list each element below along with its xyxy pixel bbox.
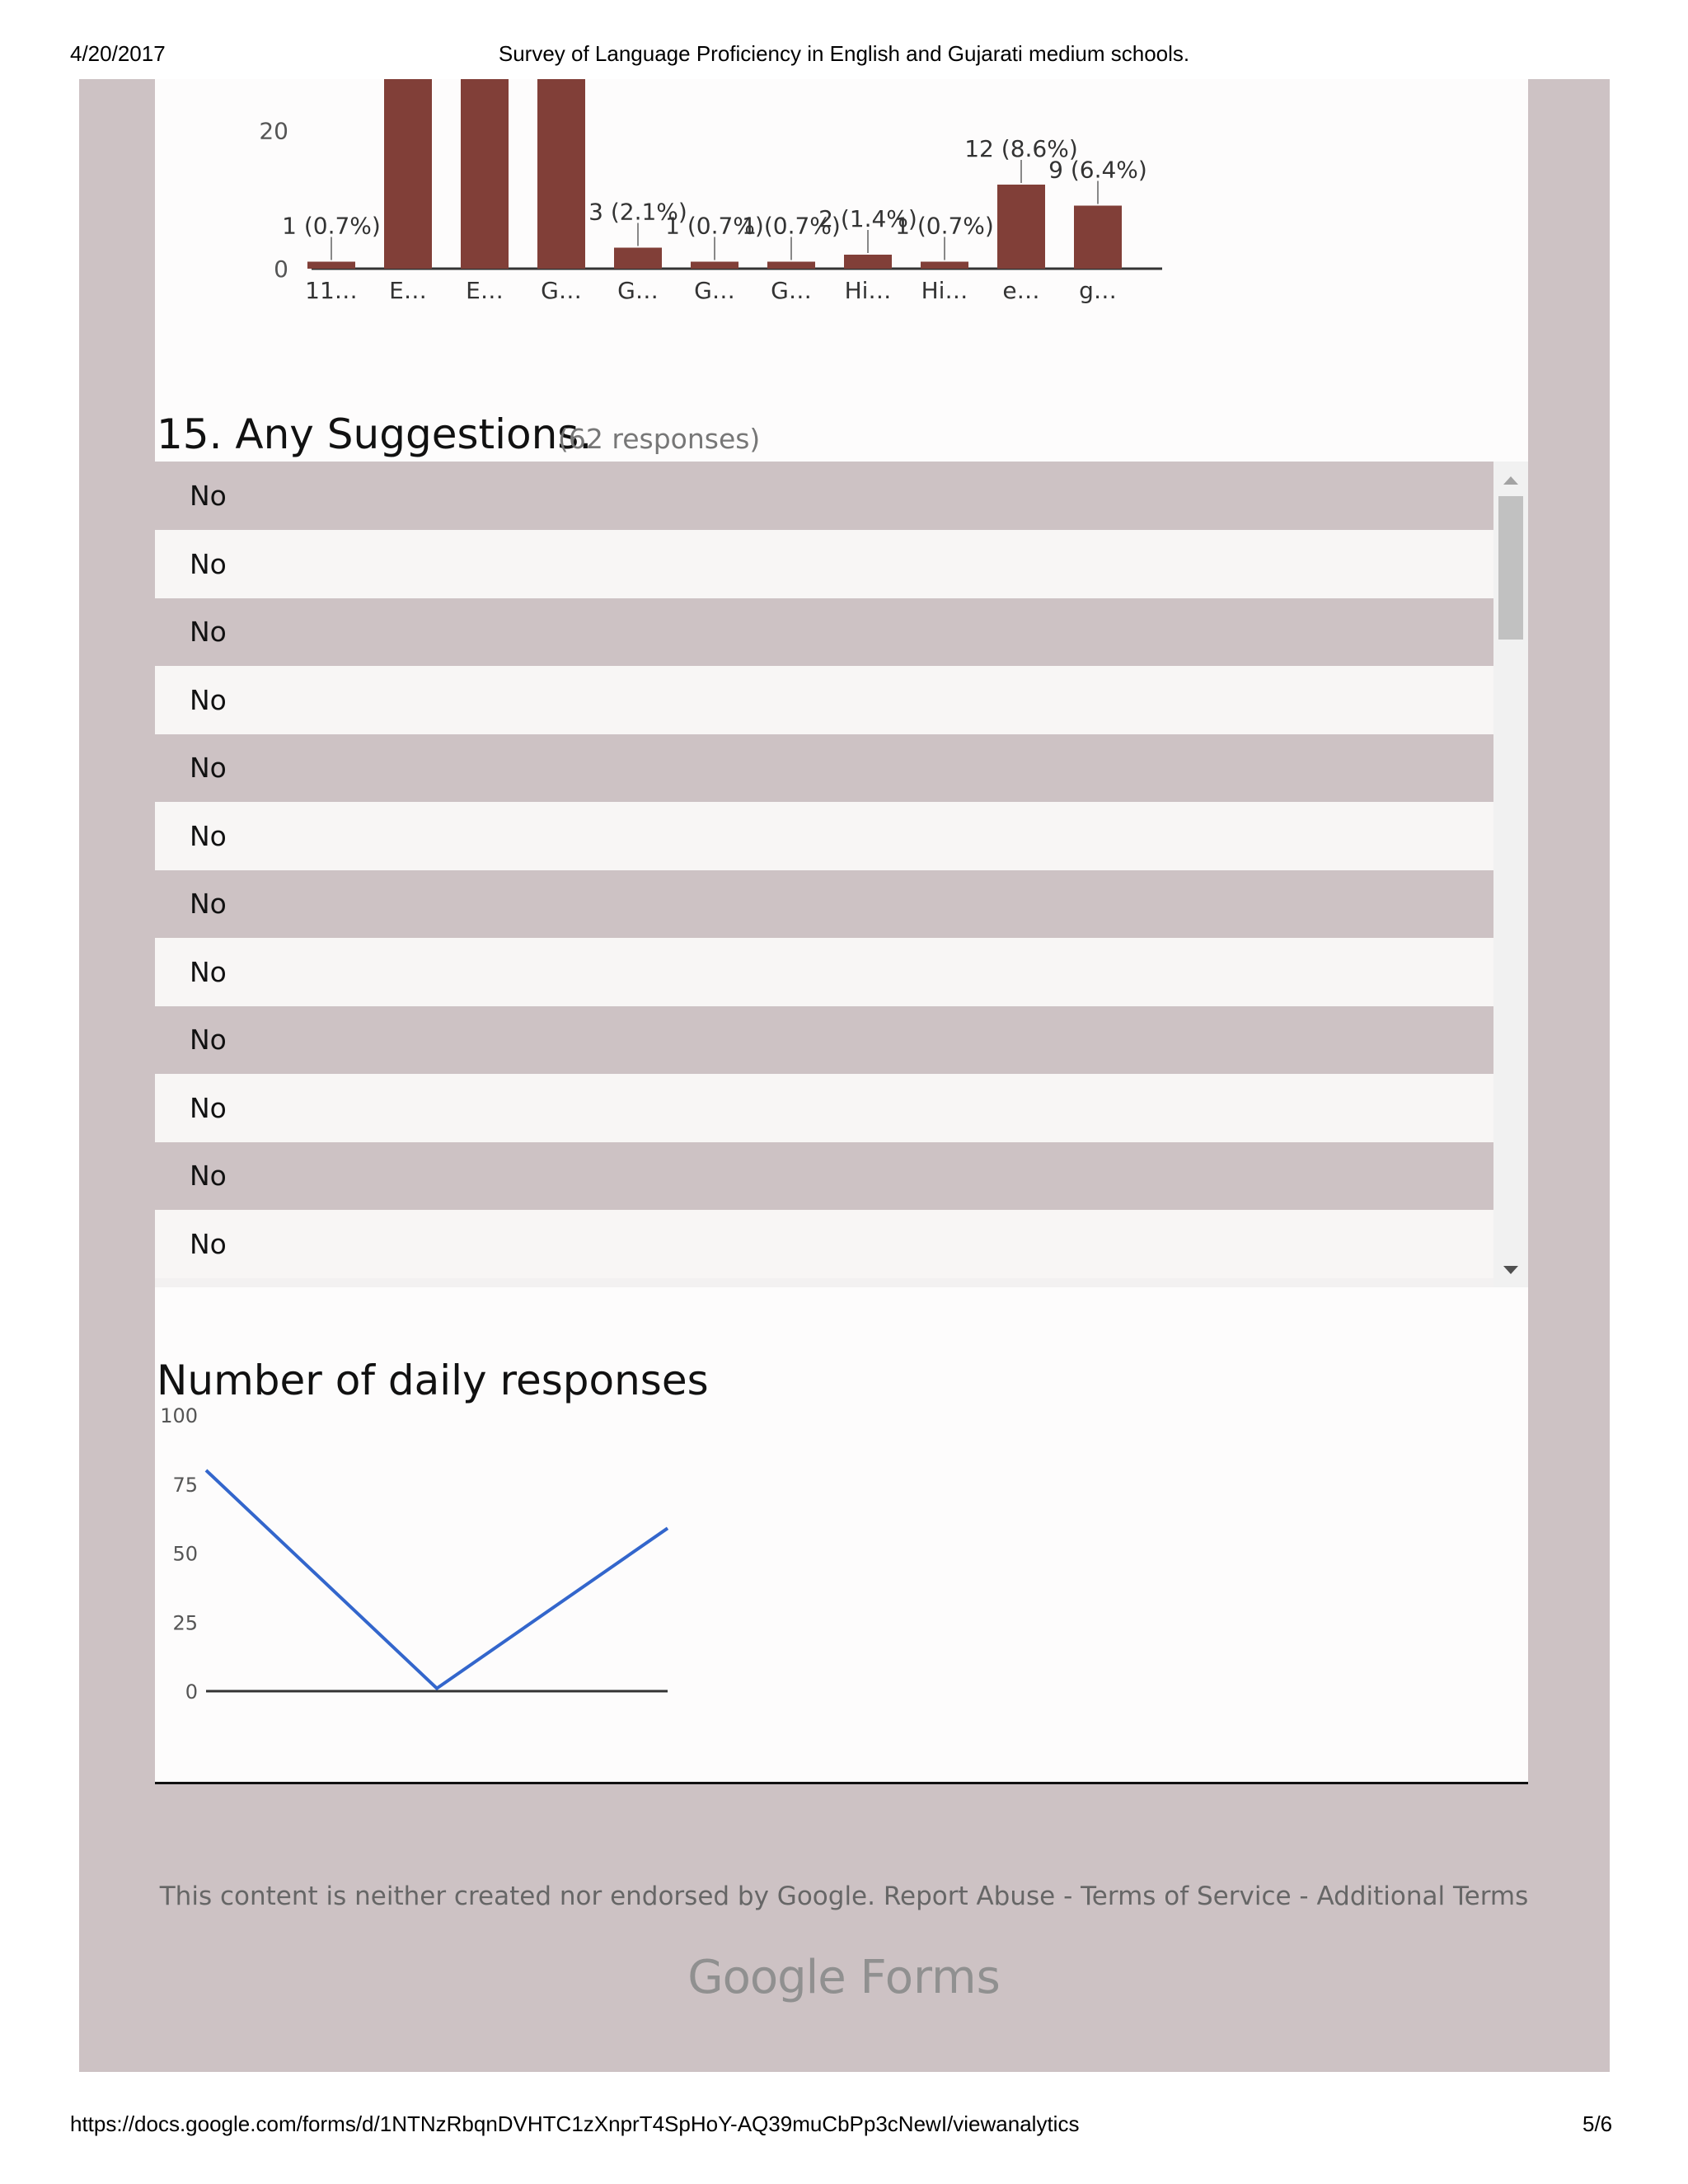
terms-of-service-link[interactable]: Terms of Service [1081,1882,1292,1911]
report-abuse-link[interactable]: Report Abuse [883,1882,1056,1911]
response-row [155,462,1493,530]
footer-disclaimer [0,1882,1688,1911]
data-label: 12 (8.6%) [964,135,1078,162]
bar [921,262,968,269]
response-list[interactable] [155,462,1528,1287]
response-row [155,802,1493,870]
response-row [155,1005,1493,1074]
response-row [155,530,1493,598]
y-tick-label: 75 [172,1473,198,1497]
bar [691,262,738,269]
response-text: No [190,955,227,988]
google-forms-logo[interactable] [0,1951,1688,2004]
data-label: 1 (0.7%) [665,212,764,240]
additional-terms-link[interactable]: Additional Terms [1316,1882,1529,1911]
response-row [155,598,1493,666]
x-tick-label: G… [771,277,812,304]
scroll-up-arrow-icon[interactable] [1503,476,1518,485]
x-tick-label: G… [541,277,582,304]
x-tick-label: Hi… [844,277,892,304]
bar [537,79,585,269]
bar [384,79,432,269]
response-text: No [190,616,227,648]
x-tick-label: 11… [305,277,358,304]
bar [461,79,509,269]
footer-separator [875,1882,884,1911]
y-tick-label: 100 [160,1404,198,1427]
x-tick-label: G… [694,277,735,304]
print-page-number: 5/6 [1582,2111,1613,2136]
response-row [155,666,1493,734]
x-tick-label: g… [1079,277,1117,304]
scroll-down-arrow-icon[interactable] [1503,1266,1518,1274]
x-tick-label: E… [466,277,504,304]
y-tick-label: 50 [172,1542,198,1566]
response-text: No [190,683,227,716]
response-text: No [190,1227,227,1260]
bar [767,262,815,269]
y-tick-label: 0 [274,255,288,283]
line-chart [155,1401,732,1747]
print-url: https://docs.google.com/forms/d/1NTNzRbqnDVHTC1zXnprT4SpHoY-AQ39muCbPp3cNewI/viewanalytics [70,2111,1080,2136]
daily-responses-title: Number of daily responses [157,1357,709,1404]
response-text: No [190,1091,227,1124]
response-row [155,733,1493,802]
data-label: 1 (0.7%) [282,212,381,240]
logo-forms-text: Forms [860,1951,1001,2004]
y-tick-label: 20 [259,117,288,145]
footer-separator: - [1055,1882,1081,1911]
bar-chart [155,79,1226,359]
footer-separator: - [1291,1882,1317,1911]
print-date: 4/20/2017 [70,41,166,66]
data-label: 2 (1.4%) [818,205,917,232]
x-tick-label: G… [617,277,659,304]
bar [844,255,892,269]
card-divider [155,1782,1528,1784]
disclaimer-text: This content is neither created nor endorsed by Google. [159,1882,875,1911]
x-tick-label: E… [389,277,427,304]
response-text: No [190,1024,227,1056]
response-row [155,869,1493,938]
response-row [155,1210,1493,1278]
response-row [155,938,1493,1006]
response-row [155,1141,1493,1210]
response-text: No [190,480,227,512]
response-text: No [190,819,227,852]
question-title: 15. Any Suggestions. [157,410,593,458]
response-text: No [190,888,227,920]
scrollbar-thumb[interactable] [1498,496,1523,640]
y-tick-label: 0 [185,1680,198,1704]
data-label: 3 (2.1%) [588,198,687,226]
bar [997,185,1045,269]
response-row [155,1074,1493,1142]
print-title: Survey of Language Proficiency in English and Gujarati medium schools. [498,41,1190,66]
response-text: No [190,752,227,784]
response-count: (62 responses) [558,423,761,455]
bar [1074,206,1122,269]
data-label: 1 (0.7%) [742,212,841,240]
data-label: 1 (0.7%) [895,212,994,240]
response-text: No [190,547,227,580]
bar [307,262,355,269]
x-tick-label: e… [1002,277,1040,304]
logo-google-text: Google [687,1951,846,2004]
series-line [206,1470,668,1689]
x-tick-label: Hi… [921,277,968,304]
bar [614,248,662,269]
data-label: 9 (6.4%) [1048,156,1147,184]
y-tick-label: 25 [172,1611,198,1635]
response-text: No [190,1160,227,1192]
